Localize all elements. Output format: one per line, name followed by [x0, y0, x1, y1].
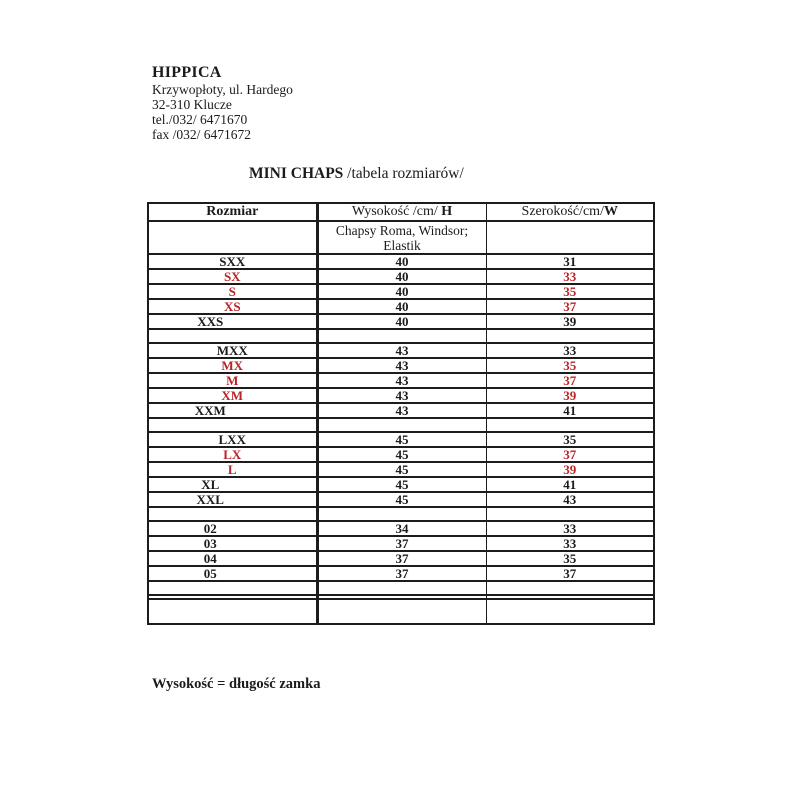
document-title	[249, 166, 464, 182]
spacer-row	[148, 329, 654, 343]
size-cell: M	[148, 373, 317, 388]
empty-cell	[148, 599, 317, 624]
size-cell: L	[148, 462, 317, 477]
letterhead-phone: tel./032/ 6471670	[152, 112, 248, 127]
width-cell: 35	[486, 432, 654, 447]
footnote: Wysokość = długość zamka	[152, 676, 321, 692]
size-table-body	[148, 254, 654, 624]
size-row	[148, 314, 654, 329]
spacer-row	[148, 418, 654, 432]
size-table	[147, 202, 655, 625]
empty-cell	[148, 507, 317, 521]
size-row	[148, 373, 654, 388]
size-cell: 02	[148, 521, 317, 536]
height-cell: 45	[317, 477, 486, 492]
empty-cell	[486, 329, 654, 343]
height-cell: 43	[317, 343, 486, 358]
title-product: MINI CHAPS	[249, 165, 344, 182]
size-row	[148, 551, 654, 566]
spacer-row	[148, 581, 654, 595]
size-row	[148, 447, 654, 462]
subheader-line: Elastik	[383, 237, 421, 253]
empty-cell	[148, 581, 317, 595]
empty-cell	[486, 599, 654, 624]
width-cell: 37	[486, 373, 654, 388]
letterhead-street: Krzywopłoty, ul. Hardego	[152, 82, 293, 97]
height-cell: 40	[317, 284, 486, 299]
height-cell: 37	[317, 551, 486, 566]
height-cell: 43	[317, 403, 486, 418]
size-row	[148, 388, 654, 403]
size-row	[148, 432, 654, 447]
size-row	[148, 566, 654, 581]
height-cell: 43	[317, 373, 486, 388]
height-cell: 45	[317, 447, 486, 462]
spacer-row	[148, 599, 654, 624]
company-name: HIPPICA	[152, 64, 222, 81]
width-cell: 33	[486, 269, 654, 284]
height-cell: 45	[317, 432, 486, 447]
size-row	[148, 299, 654, 314]
subheader-cell	[317, 221, 486, 254]
size-cell: SXX	[148, 254, 317, 269]
empty-cell	[148, 221, 317, 254]
size-row	[148, 269, 654, 284]
height-cell: 43	[317, 358, 486, 373]
width-cell: 35	[486, 551, 654, 566]
header-width-label: Szerokość/cm/	[521, 204, 604, 219]
empty-cell	[486, 581, 654, 595]
empty-cell	[317, 581, 486, 595]
width-cell: 39	[486, 314, 654, 329]
table-subheader-row	[148, 221, 654, 254]
height-cell: 40	[317, 314, 486, 329]
width-cell: 33	[486, 521, 654, 536]
spacer-row	[148, 507, 654, 521]
width-cell: 39	[486, 462, 654, 477]
empty-cell	[317, 418, 486, 432]
empty-cell	[317, 507, 486, 521]
size-cell: XL	[148, 477, 317, 492]
height-cell: 37	[317, 536, 486, 551]
height-cell: 43	[317, 388, 486, 403]
size-cell: XXM	[148, 403, 317, 418]
header-height-label: Wysokość /cm/	[351, 204, 442, 219]
size-cell: XM	[148, 388, 317, 403]
letterhead-city: 32-310 Klucze	[152, 97, 232, 112]
empty-cell	[486, 221, 654, 254]
header-width-symbol: W	[603, 204, 618, 219]
height-cell: 40	[317, 254, 486, 269]
size-cell: XXL	[148, 492, 317, 507]
empty-cell	[317, 329, 486, 343]
header-width	[486, 203, 654, 221]
height-cell: 40	[317, 269, 486, 284]
size-cell: S	[148, 284, 317, 299]
size-row	[148, 343, 654, 358]
width-cell: 39	[486, 388, 654, 403]
size-row	[148, 403, 654, 418]
height-cell: 45	[317, 462, 486, 477]
width-cell: 33	[486, 343, 654, 358]
width-cell: 31	[486, 254, 654, 269]
size-cell: 03	[148, 536, 317, 551]
height-cell: 34	[317, 521, 486, 536]
width-cell: 43	[486, 492, 654, 507]
size-row	[148, 254, 654, 269]
size-row	[148, 521, 654, 536]
width-cell: 37	[486, 447, 654, 462]
table-header-row	[148, 203, 654, 221]
letterhead-fax: fax /032/ 6471672	[152, 127, 251, 142]
header-height-symbol: H	[441, 204, 453, 219]
size-cell: LX	[148, 447, 317, 462]
height-cell: 37	[317, 566, 486, 581]
empty-cell	[486, 418, 654, 432]
empty-cell	[148, 418, 317, 432]
size-row	[148, 462, 654, 477]
width-cell: 35	[486, 358, 654, 373]
empty-cell	[317, 599, 486, 624]
size-cell: MX	[148, 358, 317, 373]
width-cell: 37	[486, 299, 654, 314]
size-row	[148, 477, 654, 492]
size-row	[148, 284, 654, 299]
size-cell: SX	[148, 269, 317, 284]
title-subtitle: /tabela rozmiarów/	[343, 165, 464, 182]
size-cell: LXX	[148, 432, 317, 447]
size-cell: XS	[148, 299, 317, 314]
size-cell: 04	[148, 551, 317, 566]
empty-cell	[148, 329, 317, 343]
header-size: Rozmiar	[148, 203, 317, 221]
size-row	[148, 536, 654, 551]
height-cell: 40	[317, 299, 486, 314]
width-cell: 41	[486, 477, 654, 492]
width-cell: 35	[486, 284, 654, 299]
size-row	[148, 358, 654, 373]
size-cell: 05	[148, 566, 317, 581]
width-cell: 41	[486, 403, 654, 418]
subheader-line: Chapsy Roma, Windsor;	[335, 222, 469, 238]
letterhead	[152, 64, 293, 142]
width-cell: 37	[486, 566, 654, 581]
header-height	[317, 203, 486, 221]
width-cell: 33	[486, 536, 654, 551]
size-cell: MXX	[148, 343, 317, 358]
height-cell: 45	[317, 492, 486, 507]
empty-cell	[486, 507, 654, 521]
size-row	[148, 492, 654, 507]
size-cell: XXS	[148, 314, 317, 329]
